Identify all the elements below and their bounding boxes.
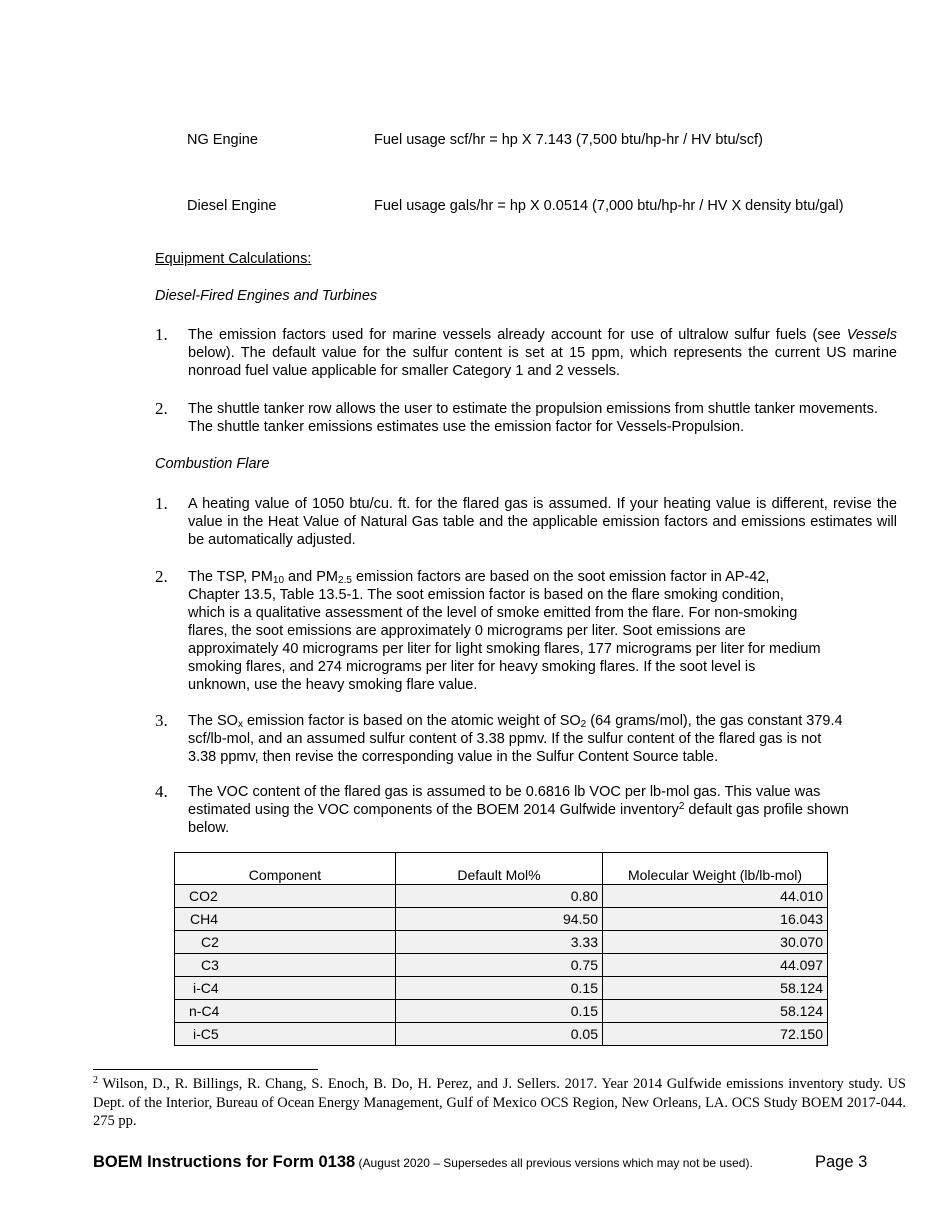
cell-component: i-C5	[175, 1023, 396, 1046]
cell-mol: 0.15	[396, 977, 603, 1000]
list-number: 2.	[155, 567, 168, 586]
fuel-label-ng: NG Engine	[187, 132, 258, 148]
footer-note: (August 2020 – Supersedes all previous versions which may not be used).	[355, 1156, 753, 1170]
page-number: Page 3	[815, 1153, 868, 1171]
cell-component: i-C4	[175, 977, 396, 1000]
list-text: A heating value of 1050 btu/cu. ft. for the flared gas is assumed. If your heating value is different, revise the value in the Heat Value of Natural Gas table and the applicable emission factors and emissions estimates will be automatically adjusted.	[188, 496, 897, 548]
flare-item-2	[155, 568, 897, 694]
cell-mw: 58.124	[603, 977, 828, 1000]
table-row	[175, 1023, 828, 1046]
table-row	[175, 885, 828, 908]
flare-item-4	[155, 783, 897, 837]
table-header-row	[175, 853, 828, 885]
footer-title: BOEM Instructions for Form 0138	[93, 1153, 356, 1171]
gas-profile-table	[174, 852, 828, 1046]
table-row	[175, 977, 828, 1000]
table-row	[175, 931, 828, 954]
fuel-formula-diesel: Fuel usage gals/hr = hp X 0.0514 (7,000 btu/hp-hr / HV X density btu/gal)	[374, 198, 844, 214]
cell-mw: 44.010	[603, 885, 828, 908]
table-row	[175, 954, 828, 977]
list-number: 3.	[155, 711, 168, 730]
header-mol-percent: Default Mol%	[396, 853, 603, 885]
cell-mol: 94.50	[396, 908, 603, 931]
diesel-item-2	[155, 400, 897, 436]
header-component: Component	[175, 853, 396, 885]
footnote-text: Wilson, D., R. Billings, R. Chang, S. Enoch, B. Do, H. Perez, and J. Sellers. 2017. Year 2014 Gulfwide emissions inventory study. US Dept. of the Interior, Bureau of Ocean Energy Management, Gulf of Mexico OCS Region, New Orleans, LA. OCS Study BOEM 2017-044. 275 pp.	[93, 1076, 906, 1129]
cell-mw: 72.150	[603, 1023, 828, 1046]
cell-mw: 58.124	[603, 1000, 828, 1023]
cell-mol: 3.33	[396, 931, 603, 954]
cell-component: n-C4	[175, 1000, 396, 1023]
list-text: The $SO_x$ emission factor is based on the atomic weight of $SO_2$ (64 grams/mol), the gas constant 379.4 scf/lb-mol, and an assumed sulfur content of 3.38 ppmv. If the sulfur content of the flared gas is not 3.38 ppmv, then revise the corresponding value in the Sulfur Content Source table.	[188, 713, 843, 765]
cell-mw: 30.070	[603, 931, 828, 954]
diesel-section-heading: Diesel-Fired Engines and Turbines	[155, 288, 378, 304]
footnote	[93, 1075, 906, 1131]
list-number: 1.	[155, 494, 168, 513]
cell-mol: 0.75	[396, 954, 603, 977]
list-text: The emission factors used for marine vessels already account for use of ultralow sulfur fuels (see Vessels below). The default value for the sulfur content is set at 15 ppm, which represents the current US marine nonroad fuel value applicable for smaller Category 1 and 2 vessels.	[188, 327, 897, 379]
cell-component: C3	[175, 954, 396, 977]
cell-mw: 44.097	[603, 954, 828, 977]
equipment-heading: Equipment Calculations:	[155, 251, 312, 267]
cell-component: C2	[175, 931, 396, 954]
flare-item-1	[155, 495, 897, 549]
flare-item-3	[155, 712, 897, 766]
header-molecular-weight: Molecular Weight (lb/lb-mol)	[603, 853, 828, 885]
list-text: The VOC content of the flared gas is assumed to be 0.6816 lb VOC per lb-mol gas. This value was estimated using the VOC components of the BOEM 2014 Gulfwide inventory$^2$ default gas profile shown below.	[188, 784, 849, 836]
page-footer	[93, 1153, 893, 1172]
cell-mol: 0.80	[396, 885, 603, 908]
cell-mol: 0.05	[396, 1023, 603, 1046]
list-number: 2.	[155, 399, 168, 418]
fuel-label-diesel: Diesel Engine	[187, 198, 277, 214]
cell-mw: 16.043	[603, 908, 828, 931]
list-number: 1.	[155, 325, 168, 344]
table-row	[175, 908, 828, 931]
table-row	[175, 1000, 828, 1023]
list-number: 4.	[155, 782, 168, 801]
list-text: The TSP, $PM_{10}$ and $PM_{2.5}$ emission factors are based on the soot emission factor in AP-42, Chapter 13.5, Table 13.5-1. The soot emission factor is based on the flare smoking condition, which is a qualitative assessment of the level of smoke emitted from the flare. For non-smoking flares, the soot emissions are approximately 0 micrograms per liter. Soot emissions are approximately 40 micrograms per liter for light smoking flares, 177 micrograms per liter for medium smoking flares, and 274 micrograms per liter for heavy smoking flares. If the soot level is unknown, use the heavy smoking flare value.	[188, 569, 821, 693]
cell-mol: 0.15	[396, 1000, 603, 1023]
list-text: The shuttle tanker row allows the user to estimate the propulsion emissions from shuttle tanker movements. The shuttle tanker emissions estimates use the emission factor for Vessels-Propulsion.	[188, 401, 878, 435]
footnote-divider	[93, 1069, 318, 1070]
flare-section-heading: Combustion Flare	[155, 456, 270, 472]
footnote-mark: 2	[93, 1075, 98, 1086]
cell-component: CO2	[175, 885, 396, 908]
diesel-item-1	[155, 326, 897, 380]
fuel-formula-ng: Fuel usage scf/hr = hp X 7.143 (7,500 btu/hp-hr / HV btu/scf)	[374, 132, 763, 148]
cell-component: CH4	[175, 908, 396, 931]
